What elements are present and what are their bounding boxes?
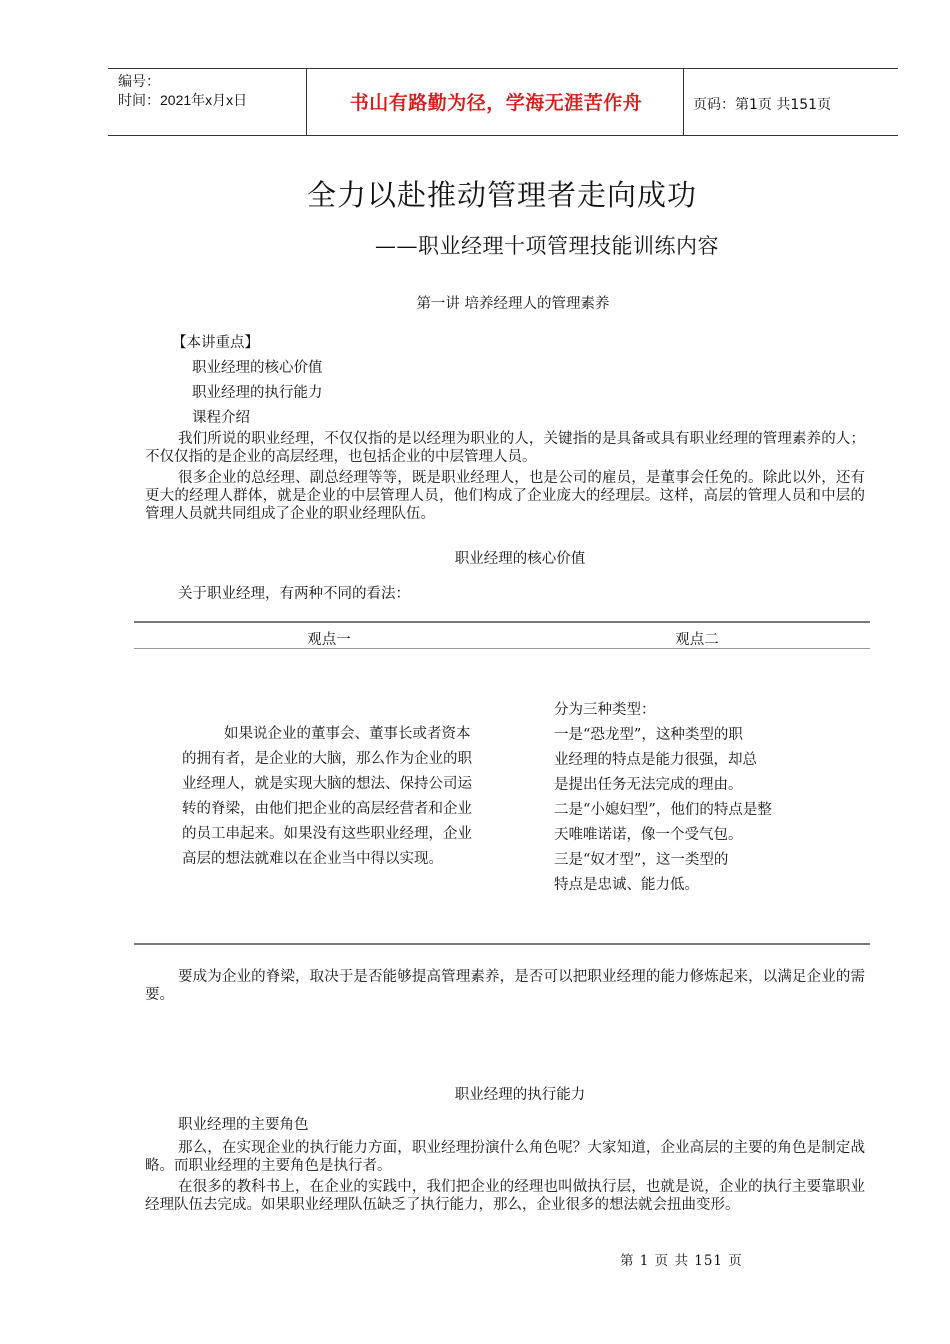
header-meta	[118, 72, 247, 110]
table-cell-line: 业经理人，就是实现大脑的想法、保持公司运	[182, 776, 472, 792]
table-header-rule	[134, 648, 870, 649]
section1-intro: 关于职业经理，有两种不同的看法：	[178, 586, 410, 602]
section2-heading: 职业经理的执行能力	[454, 1087, 586, 1103]
header-divider-left	[306, 68, 307, 135]
header-number-label: 编号：	[118, 73, 160, 89]
table-cell-line: 转的脊梁，由他们把企业的高层经营者和企业	[182, 801, 472, 817]
intro-paragraph: 我们所说的职业经理，不仅仅指的是以经理为职业的人，关键指的是具备或具有职业经理的管理素养的人；不仅仅指的是企业的高层经理，也包括企业的中层管理人员。	[145, 431, 865, 465]
table-header-col1: 观点一	[307, 632, 351, 648]
table-cell-line: 一是“恐龙型”，这种类型的职	[554, 727, 743, 743]
table-cell-line: 分为三种类型：	[554, 702, 656, 718]
header-page-info: 页码：第1页 共151页	[693, 97, 832, 113]
section2-paragraph: 在很多的教科书上，在企业的实践中，我们把企业的经理也叫做执行层，也就是说，企业的执行主要靠职业经理队伍去完成。如果职业经理队伍缺乏了执行能力，那么，企业很多的想法就会扭曲变形。	[145, 1179, 865, 1213]
footer-page-number: 第 1 页 共 151 页	[620, 1253, 743, 1269]
header-top-rule	[108, 68, 898, 69]
header-motto: 书山有路勤为径，学海无涯苦作舟	[349, 92, 643, 114]
header-time-label: 时间：2021年x月x日	[118, 92, 248, 108]
table-top-rule	[134, 621, 870, 623]
table-bottom-rule	[134, 943, 870, 945]
table-cell-line: 的员工串起来。如果没有这些职业经理，企业	[182, 826, 472, 842]
table-cell-line: 特点是忠诚、能力低。	[554, 877, 699, 893]
table-cell-line: 高层的想法就难以在企业当中得以实现。	[182, 851, 443, 867]
table-cell-line: 二是“小媳妇型”，他们的特点是整	[554, 802, 772, 818]
lecture-heading: 第一讲 培养经理人的管理素养	[416, 296, 610, 312]
key-point-item: 职业经理的核心价值	[192, 360, 323, 376]
table-cell-line: 天唯唯诺诺，像一个受气包。	[554, 827, 743, 843]
table-cell-line: 是提出任务无法完成的理由。	[554, 777, 743, 793]
header-divider-right	[683, 68, 684, 135]
key-point-item: 职业经理的执行能力	[192, 385, 323, 401]
table-header-col2: 观点二	[675, 632, 719, 648]
table-cell-col1	[182, 722, 527, 872]
section2-paragraph: 那么，在实现企业的执行能力方面，职业经理扮演什么角色呢？大家知道，企业高层的主要的角色是制定战略。而职业经理的主要角色是执行者。	[145, 1140, 865, 1174]
table-cell-line: 如果说企业的董事会、董事长或者资本	[224, 726, 471, 742]
section1-heading: 职业经理的核心价值	[454, 551, 586, 567]
key-point-item: 课程介绍	[192, 410, 250, 426]
section2-subheading: 职业经理的主要角色	[178, 1117, 309, 1133]
intro-paragraph: 很多企业的总经理、副总经理等等，既是职业经理人，也是公司的雇员，是董事会任免的。除此以外，还有更大的经理人群体，就是企业的中层管理人员，他们构成了企业庞大的经理层。这样，高层的管理人员和中层的管理人员就共同组成了企业的职业经理队伍。	[145, 470, 865, 522]
document-subtitle: ——职业经理十项管理技能训练内容	[375, 234, 719, 258]
document-title: 全力以赴推动管理者走向成功	[306, 178, 697, 212]
table-cell-line: 的拥有者，是企业的大脑，那么作为企业的职	[182, 751, 472, 767]
header-bottom-rule	[108, 135, 898, 136]
key-points-label: 【本讲重点】	[172, 335, 259, 351]
table-cell-line: 三是“奴才型”，这一类型的	[554, 852, 729, 868]
after-table-paragraph: 要成为企业的脊梁，取决于是否能够提高管理素养，是否可以把职业经理的能力修炼起来，以满足企业的需要。	[145, 969, 865, 1003]
table-cell-col2	[554, 698, 864, 898]
table-cell-line: 业经理的特点是能力很强，却总	[554, 752, 757, 768]
